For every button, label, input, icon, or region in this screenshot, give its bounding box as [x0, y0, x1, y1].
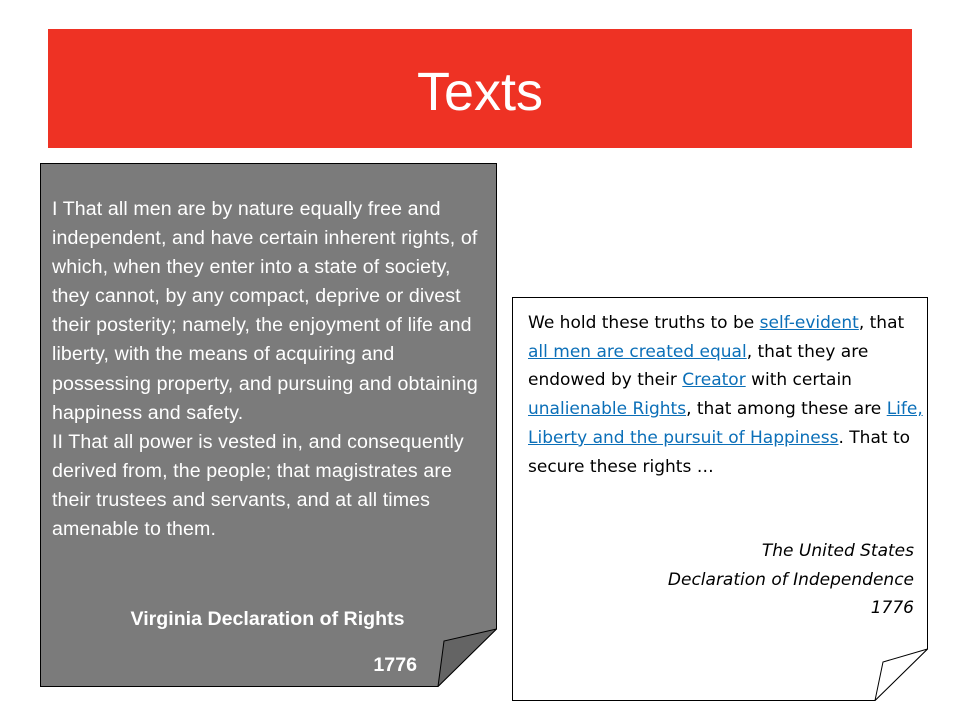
quote-text: , that they are endowed by their: [528, 341, 869, 391]
article-one: I That all men are by nature equally free and independent, and have certain inherent rights, of which, when they enter into a state of society, they cannot, by any compact, deprive or divest their posterity; namely, the enjoyment of life and liberty, with the means of acquiring and possessing property, and pursuing and obtaining happiness and safety.: [52, 198, 478, 424]
quote-text: . That to secure these rights …: [528, 427, 911, 477]
quote-text: with certain: [745, 370, 852, 391]
attribution-year: 1776: [870, 598, 914, 619]
virginia-source-year: 1776: [373, 654, 417, 676]
quote-text: We hold these truths to be: [528, 313, 760, 333]
link-all-men-created-equal[interactable]: all men are created equal: [528, 341, 747, 362]
link-unalienable-rights[interactable]: unalienable Rights: [528, 399, 687, 420]
quote-text: , that: [858, 313, 905, 333]
us-declaration-attribution: [668, 537, 914, 623]
attribution-line: Declaration of Independence: [667, 569, 914, 590]
us-declaration-text: [528, 309, 923, 481]
article-two: II That all power is vested in, and consequently derived from, the people; that magistrates are their trustees and servants, and at all times amenable to them.: [52, 430, 464, 541]
slide-title: Texts: [416, 61, 544, 122]
virginia-source-title: Virginia Declaration of Rights: [130, 608, 405, 630]
link-self-evident[interactable]: self-evident: [759, 313, 859, 333]
link-life-liberty-happiness[interactable]: Life, Liberty and the pursuit of Happiness: [528, 399, 923, 448]
attribution-line: The United States: [761, 541, 914, 561]
virginia-declaration-text: [52, 195, 492, 544]
link-creator[interactable]: Creator: [682, 370, 746, 391]
quote-text: , that among these are: [686, 399, 887, 420]
us-declaration-note: [512, 297, 928, 701]
title-banner: [48, 29, 912, 148]
virginia-declaration-note: [40, 163, 497, 687]
